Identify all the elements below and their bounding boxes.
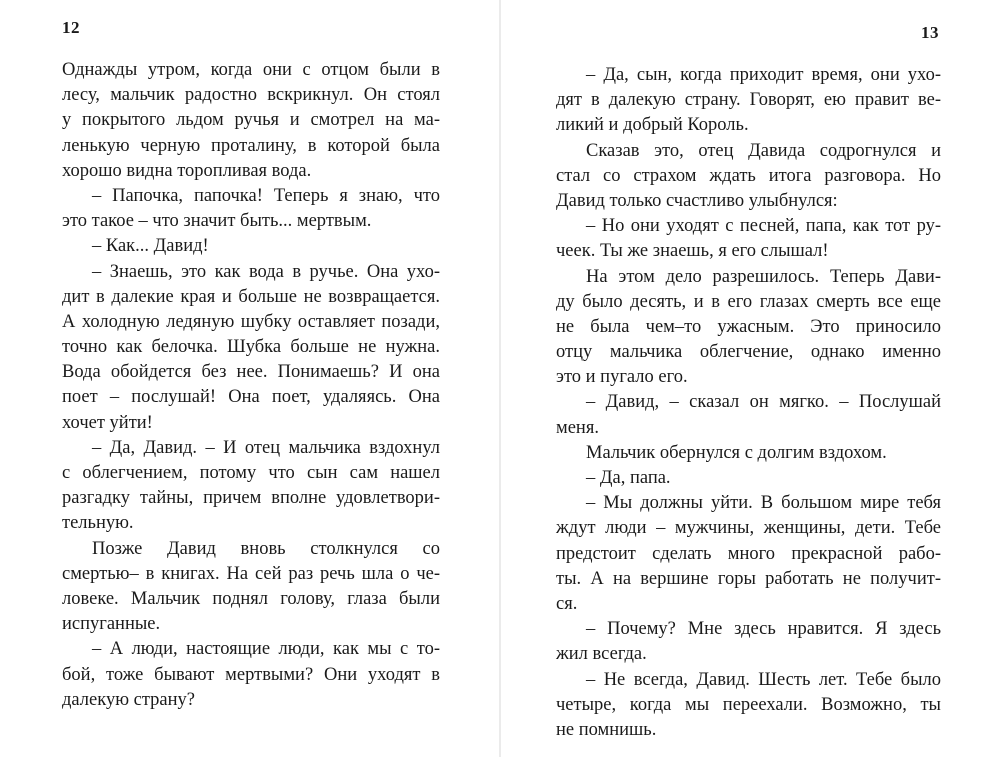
text-line: отцу мальчика облегчение, однако именно [556,342,941,363]
page-text [62,58,440,713]
text-line: предстоит сделать много прекрасной рабо- [556,543,941,564]
text-line: разгадку тайны, причем вполне удовлетвори- [62,488,440,509]
text-line: Мальчик обернулся с долгим вздохом. [586,442,887,463]
page-text [556,63,941,743]
text-line: у покрытого льдом ручья и смотрел на ма- [62,110,440,131]
text-line: Вода обойдется без нее. Понимаешь? И она [62,362,440,383]
text-line: – Давид, – сказал он мягко. – Послушай [586,392,941,413]
text-line: бой, тоже бывают мертвыми? Они уходят в [62,664,440,685]
text-line: хорошо видна торопливая вода. [62,160,312,181]
text-line: – Да, папа. [586,468,671,488]
text-line: с облегчением, потому что сын сам нашел [62,463,440,483]
text-line: – Да, Давид. – И отец мальчика вздохнул [92,437,440,458]
text-line: ловеке. Мальчик поднял голову, глаза были [62,588,440,609]
text-line: Позже Давид вновь столкнулся со [92,538,440,559]
text-line: – Почему? Мне здесь нравится. Я здесь [586,619,941,640]
text-line: дит в далекие края и больше не возвращается. [62,286,440,307]
text-line: ты. А на вершине горы работать не получит- [556,568,941,589]
text-line: – А люди, настоящие люди, как мы с то- [92,639,440,660]
text-line: не помнишь. [556,719,657,740]
text-line: тельную. [62,513,134,534]
text-line: поет – послушай! Она поет, удаляясь. Она [62,387,440,408]
text-line: На этом дело разрешилось. Теперь Дави- [586,266,941,287]
text-line: – Папочка, папочка! Теперь я знаю, что [92,185,440,206]
text-line: – Не всегда, Давид. Шесть лет. Тебе было [586,669,941,690]
text-line: – Мы должны уйти. В большом мире тебя [586,493,941,514]
text-line: – Но они уходят с песней, папа, как тот ру- [586,216,941,237]
text-line: – Как... Давид! [92,236,209,257]
text-line: дят в далекую страну. Говорят, ею правит ве- [556,90,941,111]
text-line: ждут люди – мужчины, женщины, дети. Тебе [556,518,941,539]
text-line: Давид только счастливо улыбнулся: [556,190,838,211]
text-line: хочет уйти! [62,412,153,433]
right-page [501,0,1000,757]
page-number: 13 [921,23,939,42]
text-line: четыре, когда мы переехали. Возможно, ты [556,694,941,715]
text-line: меня. [556,417,599,438]
text-line: это такое – что значит быть... мертвым. [62,211,372,232]
text-line: Однажды утром, когда они с отцом были в [62,60,440,80]
text-line: точно как белочка. Шубка больше не нужна. [62,337,440,358]
text-line: ду было десять, и в его глазах смерть все еще [556,291,941,312]
text-line: не была чем–то ужасным. Это приносило [556,316,941,337]
text-line: А холодную ледяную шубку оставляет позади, [62,311,440,332]
text-line: ликий и добрый Король. [556,115,749,136]
text-line: лесу, мальчик радостно вскрикнул. Он стоял [62,85,440,106]
text-line: испуганные. [62,614,161,635]
text-line: это и пугало его. [556,367,688,388]
text-line: чеек. Ты же знаешь, я его слышал! [556,241,829,262]
text-line: далекую страну? [62,689,195,710]
text-line: стал со страхом ждать итога разговора. Но [556,165,941,186]
text-line: – Знаешь, это как вода в ручье. Она ухо- [92,261,440,282]
text-line: ся. [556,593,578,614]
page-number: 12 [62,18,80,37]
text-line: – Да, сын, когда приходит время, они ухо- [586,65,941,85]
text-line: жил всегда. [556,644,647,665]
text-line: ленькую черную проталину, в которой была [62,135,440,156]
text-line: смертью– в книгах. На сей раз речь шла о че- [62,563,440,584]
text-line: Сказав это, отец Давида содрогнулся и [586,140,941,161]
left-page [0,0,499,757]
